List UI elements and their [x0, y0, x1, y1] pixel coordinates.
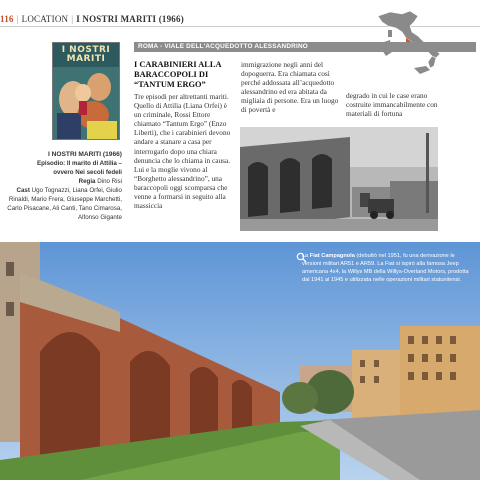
credits-regia: Regia Dino Risi: [78, 178, 122, 185]
section-bar: [134, 42, 476, 52]
film-poster: [52, 42, 120, 140]
historic-photo: [240, 127, 438, 231]
header-title: I NOSTRI MARITI (1966): [76, 14, 184, 24]
credits-film-title: I NOSTRI MARITI (1966): [47, 151, 122, 158]
page-header: 116 | LOCATION | I NOSTRI MARITI (1966): [0, 14, 184, 24]
credits-episode-2: ovvero Nei secoli fedeli: [53, 169, 122, 176]
credits-cast: Cast Ugo Tognazzi, Liana Orfei, Giulio Rinaldi, Mario Frera, Giuseppe Marchetti, Carlo Pisacane, Ali Canti, Tano Cimarosa, Alfonso Gigante: [7, 187, 122, 221]
caption-bold: Fiat Campagnola: [309, 253, 355, 259]
article-heading: I CARABINIERI ALLA BARACCOPOLI DI “TANTUM ERGO”: [134, 60, 222, 89]
poster-title: I NOSTRI MARITI: [61, 45, 111, 64]
photo-caption: La Fiat Campagnola (debuttò nel 1951, fu una derivazione le versioni militari AR51 e AR59. La Fiat si ispirò alla famosa Jeep americana 4x4, la Willys MB della Willys-Overland Motors, prodotta dal 1941 al 1945 e utilizzata nelle operazioni militari statunitensi.: [302, 253, 469, 283]
article-column-1: Tre episodi per altrettanti mariti. Quello di Attilia (Liana Orfei) è un criminale, Rossi Ettore chiamato “Tantum Ergo” (Enzo Liberti), che i carabinieri devono andare a stanare a casa per interrogarlo dopo una chiara denuncia che lo chiama in causa. Lui e la moglie vivono al “Borghetto alessandrino”, una baraccopoli oggi scomparsa che venne a formarsi in seguito alla massiccia: [134, 92, 231, 211]
film-credits: [0, 150, 122, 222]
page-number: 116: [0, 14, 14, 24]
header-section: LOCATION: [21, 14, 69, 24]
credits-episode: Episodio: Il marito di Attilia –: [36, 160, 122, 167]
article-column-3: degrado in cui le case erano costruite immancabilmente con materiali di fortuna: [346, 91, 438, 119]
article-column-2: immigrazione negli anni del dopoguerra. Era chiamata così perché addossata all’acquedotto alessandrino ed era abitata da migliaia di persone. Era un luogo di povertà e: [241, 60, 339, 115]
section-bar-label: ROMA - VIALE DELL'ACQUEDOTTO ALESSANDRINO: [138, 43, 308, 50]
